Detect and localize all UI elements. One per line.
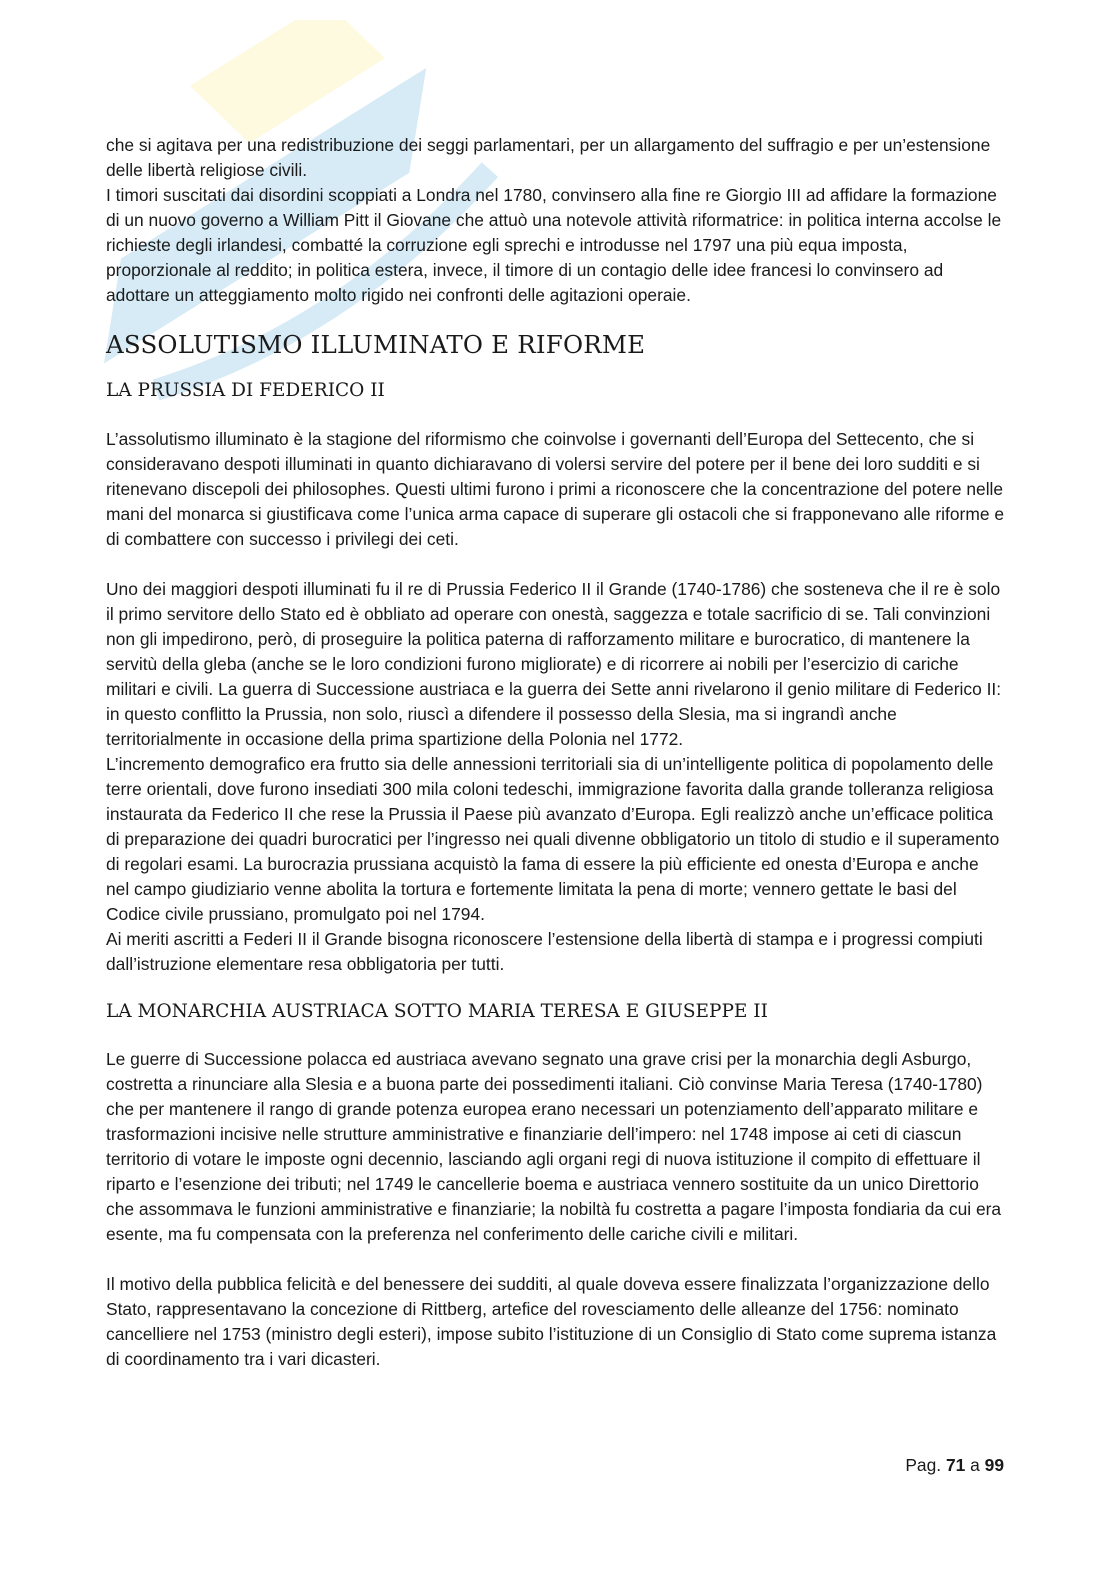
prussia-paragraph-1: L’assolutismo illuminato è la stagione del riformismo che coinvolse i governanti dell’Europa del Settecento, che si consideravano despoti illuminati in quanto dichiaravano di volersi servire del potere per il bene dei loro sudditi e si ritenevano discepoli dei philosophes. Questi ultimi furono i primi a riconoscere che la concentrazione del potere nelle mani del monarca si giustificava come l’unica arma capace di superare gli ostacoli che si frapponevano alle riforme e di combattere con successo i privilegi dei ceti.: [106, 429, 1004, 549]
intro-paragraph-2: I timori suscitati dai disordini scoppiati a Londra nel 1780, convinsero alla fine re Giorgio III ad affidare la formazione di un nuovo governo a William Pitt il Giovane che attuò una notevole attività riformatrice: in politica interna accolse le richieste degli irlandesi, combatté la corruzione egli sprechi e introdusse nel 1797 una più equa imposta, proporzionale al reddito; in politica estera, invece, il timore di un contagio delle idee francesi lo convinsero ad adottare un atteggiamento molto rigido nei confronti delle agitazioni operaie.: [106, 185, 1002, 305]
page-separator: a: [970, 1455, 980, 1475]
page-number: [905, 1455, 1004, 1476]
document-body: [106, 133, 1006, 1372]
section-heading-austria: LA MONARCHIA AUSTRIACA SOTTO MARIA TERESA E GIUSEPPE II: [106, 1001, 768, 1022]
prussia-paragraph-4: Ai meriti ascritti a Federi II il Grande bisogna riconoscere l’estensione della libertà di stampa e i progressi compiuti dall’istruzione elementare resa obbligatoria per tutti.: [106, 929, 983, 974]
page-prefix: Pag.: [905, 1455, 942, 1475]
austria-paragraph-2: Il motivo della pubblica felicità e del benessere dei sudditi, al quale doveva essere finalizzata l’organizzazione dello Stato, rappresentavano la concezione di Rittberg, artefice del rovesciamento delle alleanze del 1756: nominato cancelliere nel 1753 (ministro degli esteri), impose subito l’istituzione di un Consiglio di Stato come suprema istanza di coordinamento tra i vari dicasteri.: [106, 1274, 997, 1369]
austria-paragraph-1: Le guerre di Successione polacca ed austriaca avevano segnato una grave crisi per la monarchia degli Asburgo, costretta a rinunciare alla Slesia e a buona parte dei possedimenti italiani. Ciò convinse Maria Teresa (1740-1780) che per mantenere il rango di grande potenza europea erano necessari un potenziamento dell’apparato militare e trasformazioni incisive nelle strutture amministrative e finanziarie dell’impero: nel 1748 impose ai ceti di ciascun territorio di votare le imposte ogni decennio, lasciando agli organi regi di nuova istituzione il compito di effettuare il riparto e l’esenzione dei tributi; nel 1749 le cancellerie boema e austriaca vennero sostituite da un unico Direttorio che assommava le funzioni amministrative e finanziarie; la nobiltà fu costretta a pagare l’imposta fondiaria da cui era esente, ma fu compensata con la preferenza nel conferimento delle cariche civili e militari.: [106, 1049, 1002, 1244]
intro-paragraph-1: che si agitava per una redistribuzione dei seggi parlamentari, per un allargamento del suffragio e per un’estensione delle libertà religiose civili.: [106, 135, 991, 180]
page-total: 99: [984, 1455, 1004, 1475]
prussia-paragraph-3: L’incremento demografico era frutto sia delle annessioni territoriali sia di un’intelligente politica di popolamento delle terre orientali, dove furono insediati 300 mila coloni tedeschi, immigrazione favorita dalla grande tolleranza religiosa instaurata da Federico II che rese la Prussia il Paese più avanzato d’Europa. Egli realizzò anche un’efficace politica di preparazione dei quadri burocratici per l’ingresso nei quali divenne obbligatorio un titolo di studio e il superamento di regolari esami. La burocrazia prussiana acquistò la fama di essere la più efficiente ed onesta d’Europa e anche nel campo giudiziario venne abolita la tortura e fortemente limitata la pena di morte; vennero gettate le basi del Codice civile prussiano, promulgato poi nel 1794.: [106, 754, 1000, 924]
main-heading: ASSOLUTISMO ILLUMINATO E RIFORME: [106, 330, 646, 359]
page-current: 71: [945, 1455, 966, 1475]
section-heading-prussia: LA PRUSSIA DI FEDERICO II: [106, 380, 385, 401]
prussia-paragraph-2: Uno dei maggiori despoti illuminati fu il re di Prussia Federico II il Grande (1740-1786) che sosteneva che il re è solo il primo servitore dello Stato ed è obbliato ad operare con onestà, saggezza e totale sacrificio di se. Tali convinzioni non gli impedirono, però, di proseguire la politica paterna di rafforzamento militare e burocratico, di mantenere la servitù della gleba (anche se le loro condizioni furono migliorate) e di ricorrere ai nobili per l’esercizio di cariche militari e civili. La guerra di Successione austriaca e la guerra dei Sette anni rivelarono il genio militare di Federico II: in questo conflitto la Prussia, non solo, riuscì a difendere il possesso della Slesia, ma si ingrandì anche territorialmente in occasione della prima spartizione della Polonia nel 1772.: [106, 579, 1002, 749]
